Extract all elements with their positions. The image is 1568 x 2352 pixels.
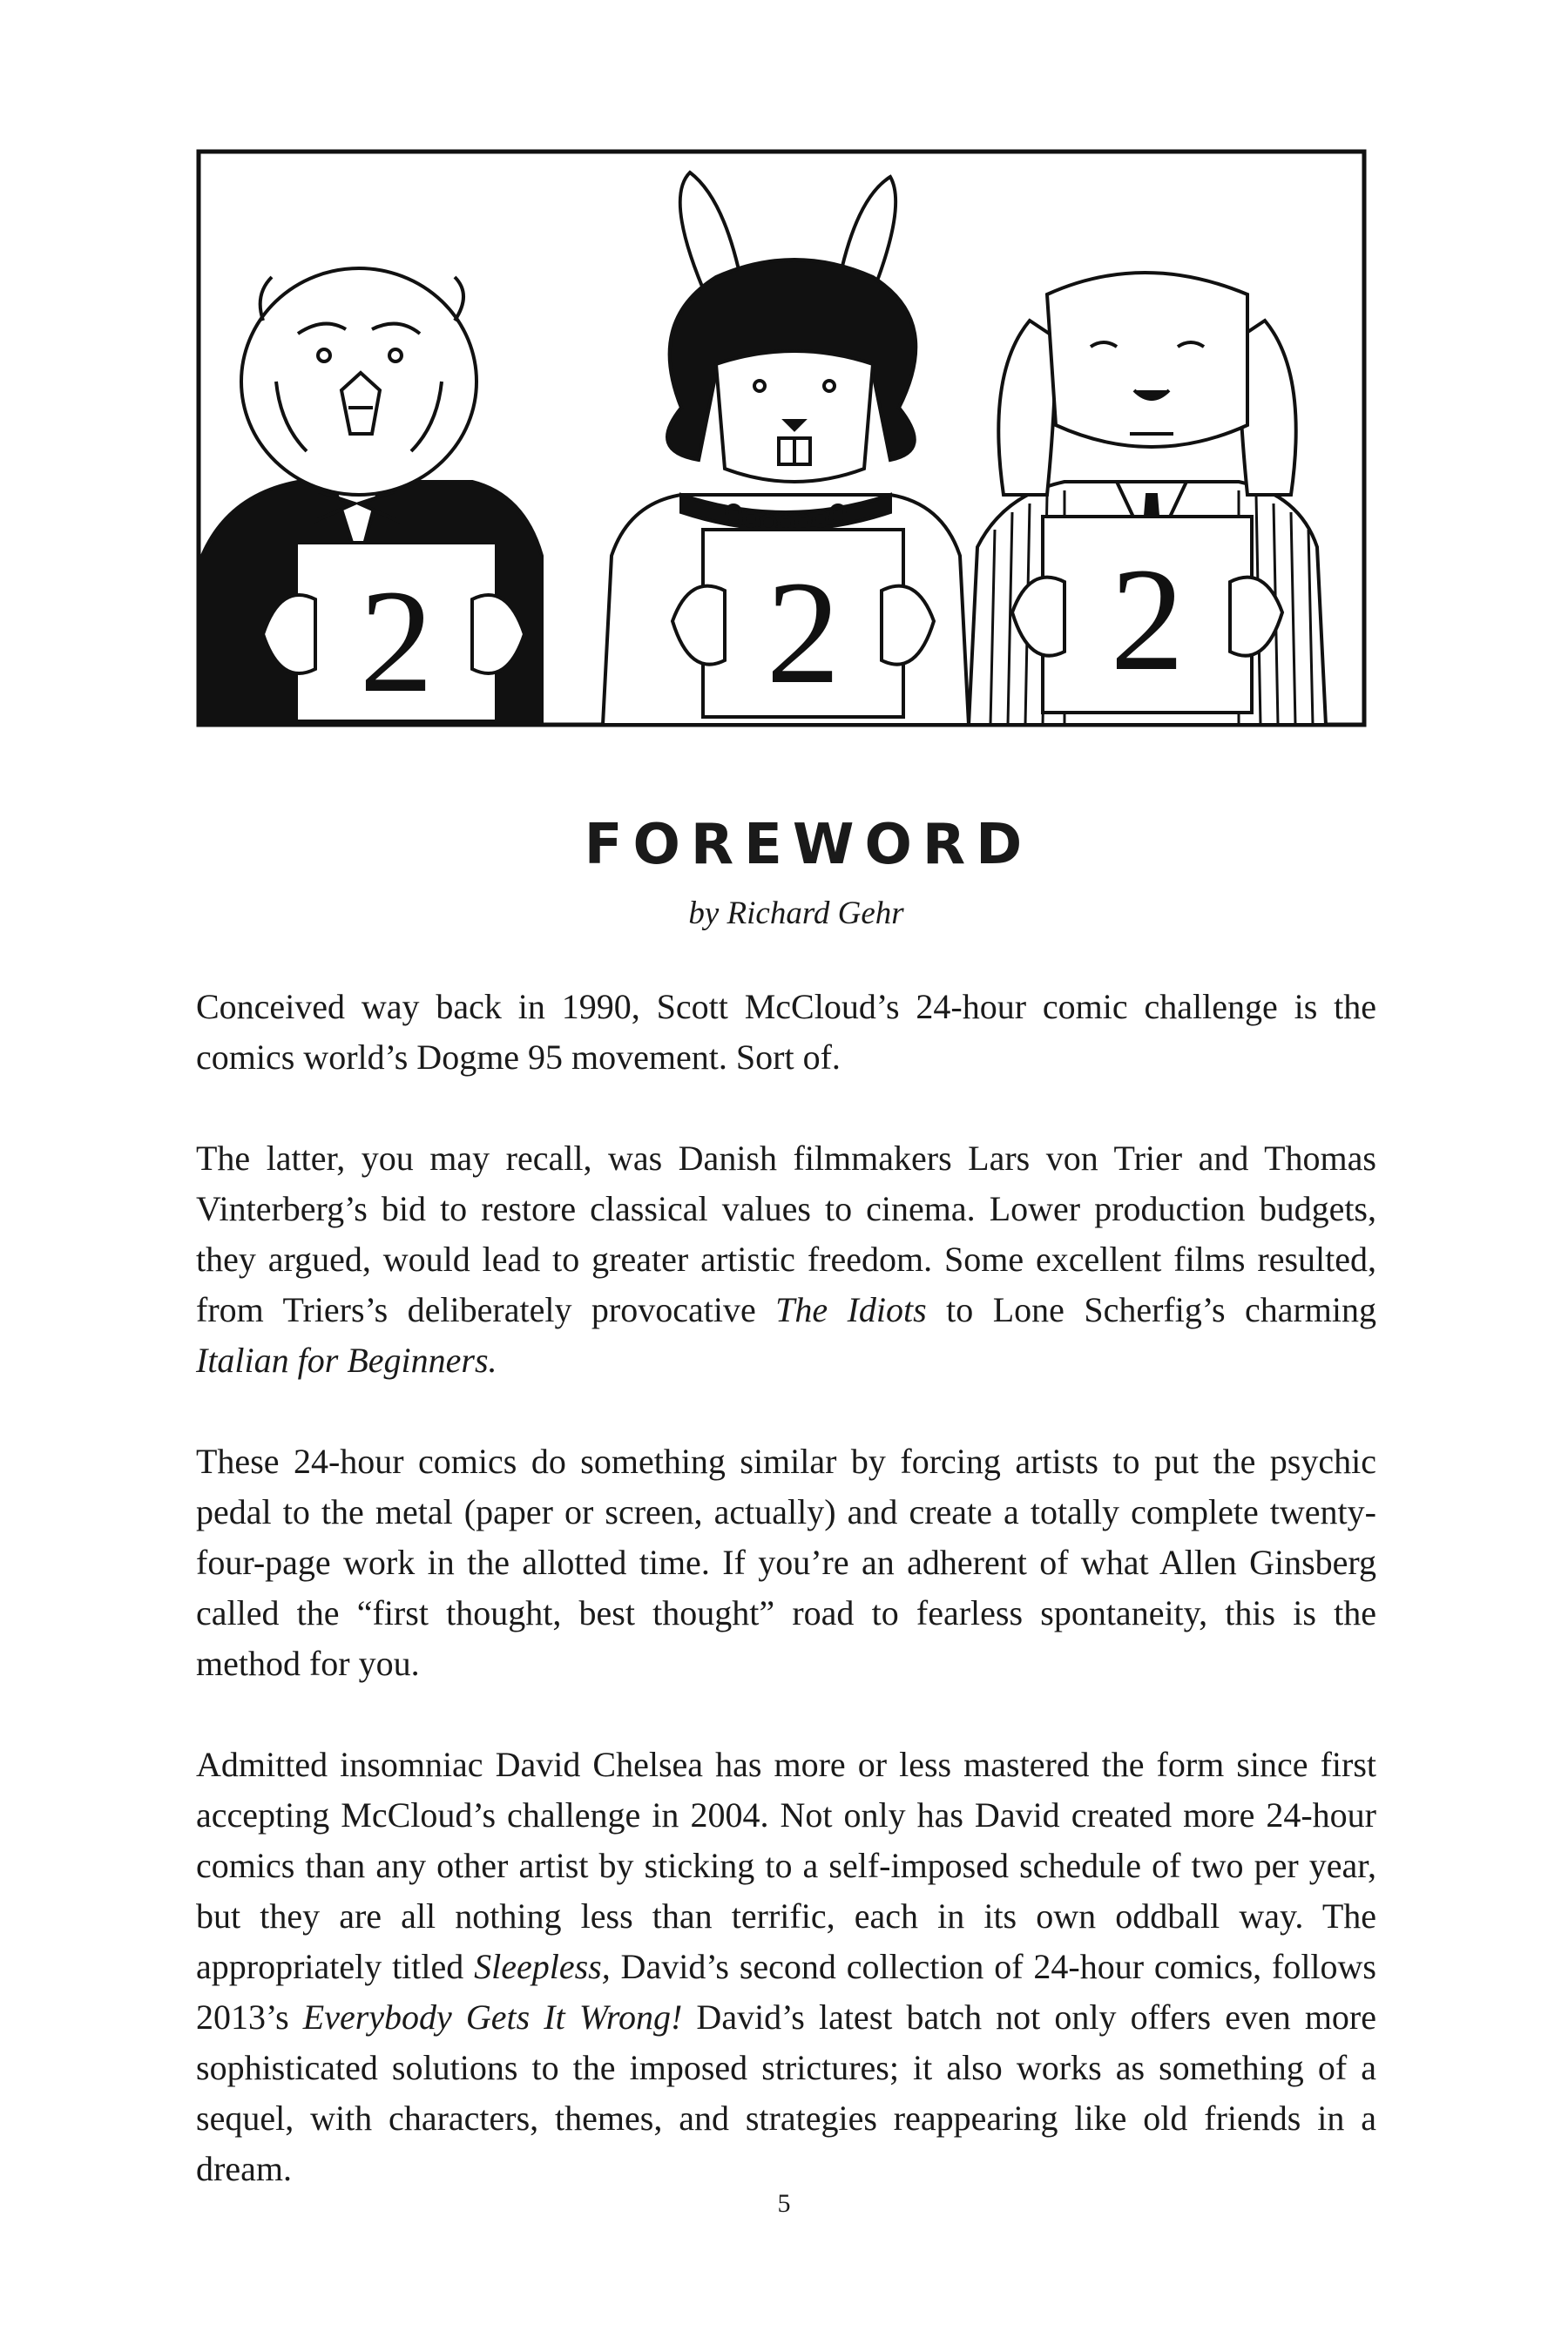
foreword-body: [196, 982, 1376, 2245]
italic-title-text: Sleepless,: [474, 1947, 611, 1986]
italic-title-text: Everybody Gets It Wrong!: [302, 1997, 683, 2037]
paragraph-1: [196, 982, 1376, 1083]
comic-panel-illustration: [193, 146, 1369, 732]
paragraph-text: The latter, you may recall, was Danish filmmakers Lars von Trier and Thomas Vinterberg’s bid to restore classical values to cinema. Lower production budgets, they argued, would lead to greater artistic freedom. Some excellent films resulted, from Triers’s deliberately provocative: [196, 1139, 1376, 1329]
paragraph-text: to Lone Scherfig’s charming: [926, 1290, 1376, 1329]
paragraph-text: Admitted insomniac David Chelsea has more or less mastered the form since first accepting McCloud’s challenge in 2004. Not only has David created more 24-hour comics than any other artist by sticking to a self-imposed schedule of two per year, but they are all nothing less than terrific, each in its own oddball way. The appropriately titled: [196, 1745, 1376, 1986]
paragraph-text: David’s latest batch not only offers even more sophisticated solutions to the imposed strictures; it also works as something of a sequel, with characters, themes, and strategies reappearing like old friends in a dream.: [196, 1997, 1377, 2188]
score-sign-3-number: 2: [1110, 537, 1185, 701]
italic-title-text: The Idiots: [775, 1290, 927, 1329]
italic-title-text: Italian for Beginners.: [196, 1341, 497, 1380]
page-number: 5: [777, 2189, 791, 2218]
byline: by Richard Gehr: [688, 896, 904, 931]
paragraph-3: [196, 1436, 1376, 1689]
paragraph-text: Conceived way back in 1990, Scott McCloud’s 24-hour comic challenge is the comics world’s Dogme 95 movement. Sort of.: [196, 987, 1376, 1077]
paragraph-text: David’s second collection of 24-hour comics, follows 2013’s: [196, 1947, 1377, 2037]
paragraph-text: These 24-hour comics do something similar by forcing artists to put the psychic pedal to the metal (paper or screen, actually) and create a totally complete twenty-four-page work in the allotted time. If you’re an adherent of what Allen Ginsberg called the “first thought, best thought” road to fearless spontaneity, this is the method for you.: [196, 1442, 1376, 1683]
paragraph-4: [196, 1740, 1376, 2194]
score-sign-2-number: 2: [766, 551, 841, 714]
page-title: FOREWORD: [584, 813, 1033, 877]
score-sign-2: [672, 530, 934, 717]
score-sign-1-number: 2: [359, 559, 434, 723]
score-sign-3: [1012, 517, 1282, 713]
paragraph-2: [196, 1133, 1376, 1386]
score-sign-1: [263, 543, 524, 723]
